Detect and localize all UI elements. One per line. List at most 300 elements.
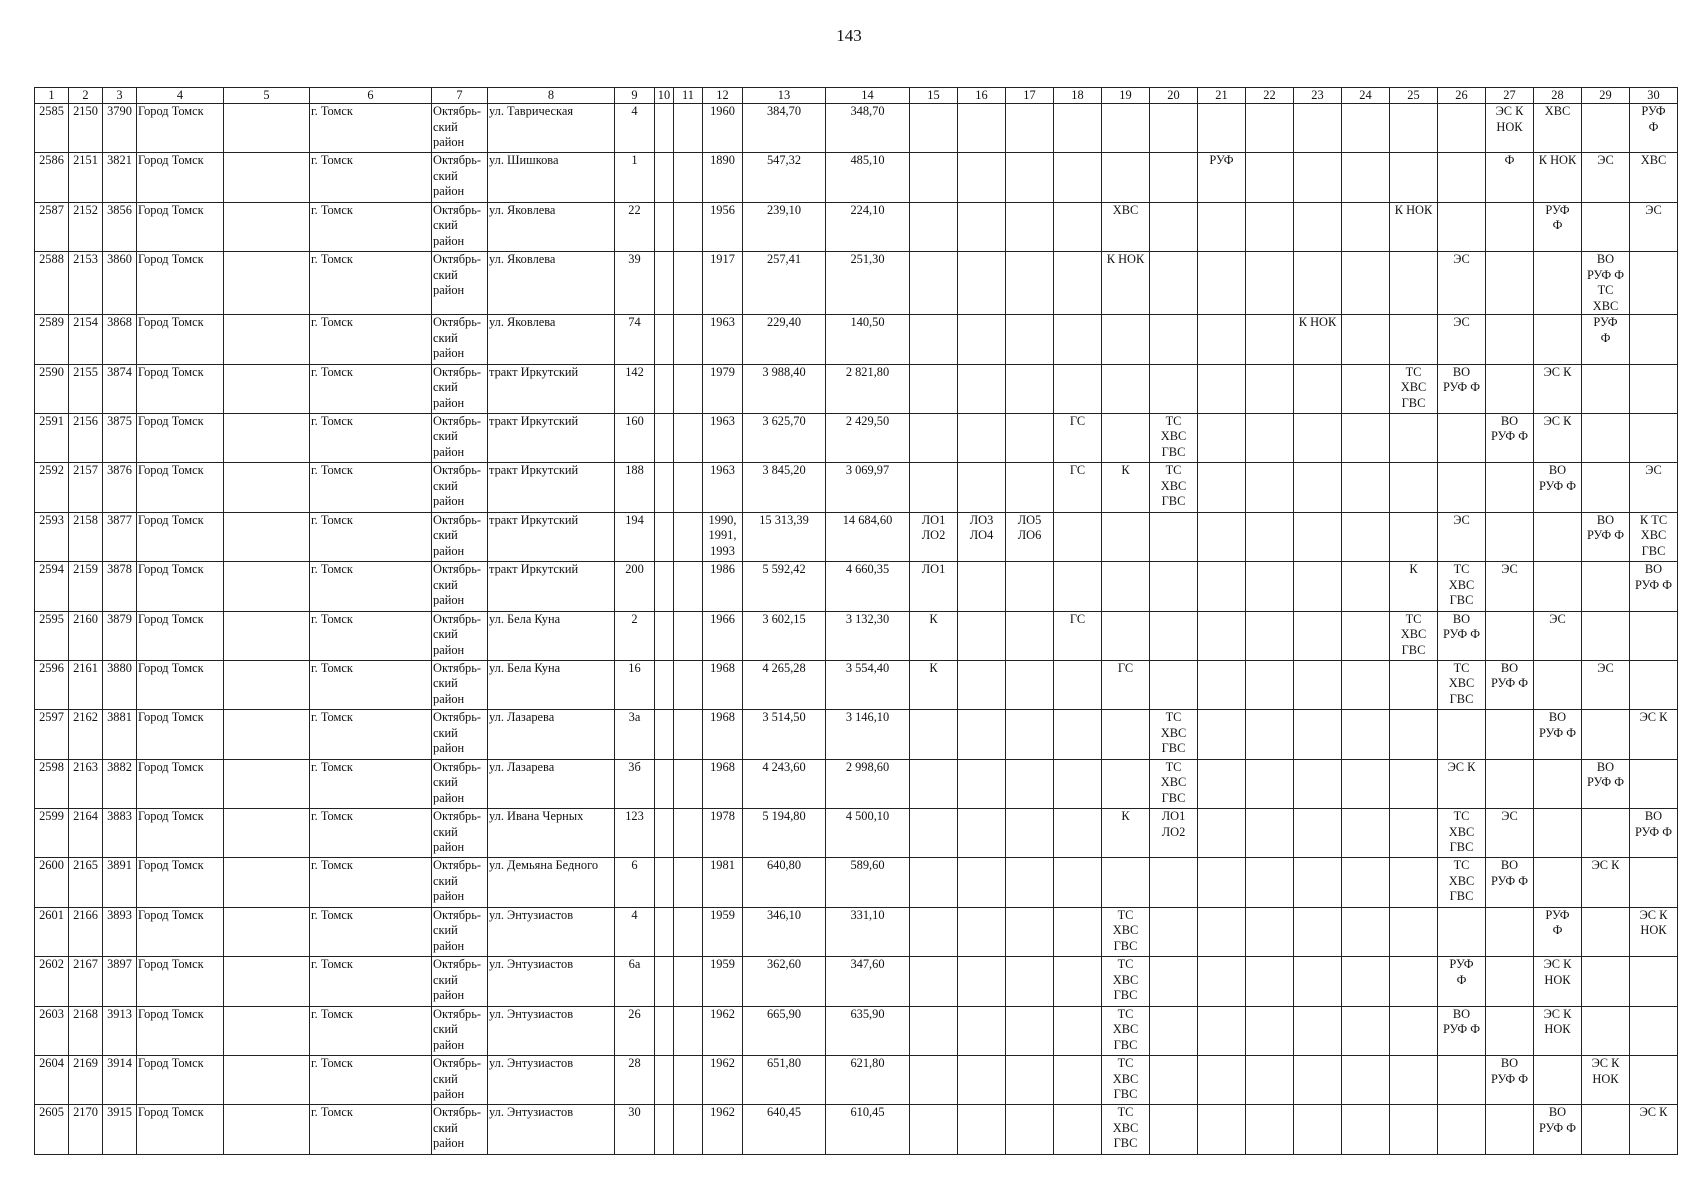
table-cell — [224, 153, 310, 202]
table-cell — [1198, 413, 1246, 462]
table-cell — [703, 957, 743, 1006]
table-cell — [432, 463, 488, 512]
table-cell — [1630, 364, 1678, 413]
cell-line: ЭС К — [1639, 907, 1668, 922]
cell-line: ский — [433, 267, 458, 282]
table-cell — [1534, 1105, 1582, 1154]
cell-line: ХВС — [1448, 824, 1475, 839]
table-cell — [910, 315, 958, 364]
cell-line: ский — [433, 218, 458, 233]
table-cell: 2 429,50 — [826, 413, 910, 462]
table-row — [35, 364, 1678, 413]
cell-line: Октябрь- — [433, 252, 482, 267]
table-cell: 3914 — [103, 1056, 137, 1105]
table-cell — [910, 957, 958, 1006]
table-cell: ул. Лазарева — [488, 710, 615, 759]
table-cell: г. Томск — [310, 907, 432, 956]
table-cell — [1582, 759, 1630, 808]
table-cell — [674, 153, 703, 202]
table-cell — [1294, 562, 1342, 611]
table-cell: 2155 — [69, 364, 103, 413]
table-cell — [432, 710, 488, 759]
table-cell: Город Томск — [137, 1006, 224, 1055]
table-cell — [432, 957, 488, 1006]
table-cell — [674, 512, 703, 561]
table-cell — [958, 809, 1006, 858]
table-cell — [655, 315, 674, 364]
column-header: 17 — [1006, 88, 1054, 104]
table-cell: г. Томск — [310, 957, 432, 1006]
table-cell — [1054, 364, 1102, 413]
cell-line: 1890 — [710, 153, 735, 168]
register-table — [34, 87, 1678, 1155]
cell-line: Ф — [1456, 972, 1467, 987]
table-cell — [1102, 512, 1150, 561]
cell-line: ХВС — [1448, 873, 1475, 888]
table-cell — [1006, 252, 1054, 315]
table-cell: ул. Энтузиастов — [488, 1006, 615, 1055]
cell-line: ХВС — [1112, 923, 1139, 938]
table-cell — [1630, 315, 1678, 364]
table-cell: 39 — [615, 252, 655, 315]
cell-line: Октябрь- — [433, 759, 482, 774]
table-cell — [958, 104, 1006, 153]
table-cell — [1390, 660, 1438, 709]
table-cell — [1006, 957, 1054, 1006]
cell-line: ский — [433, 1120, 458, 1135]
cell-line: Октябрь- — [433, 660, 482, 675]
cell-line: ЛО1 — [1161, 809, 1186, 824]
table-cell — [674, 463, 703, 512]
table-cell — [1486, 611, 1534, 660]
table-cell — [1294, 759, 1342, 808]
table-cell — [432, 759, 488, 808]
table-cell — [1342, 1056, 1390, 1105]
table-cell: 2163 — [69, 759, 103, 808]
table-cell — [655, 907, 674, 956]
cell-line: Ф — [1552, 923, 1563, 938]
table-cell — [1294, 1006, 1342, 1055]
table-cell: 589,60 — [826, 858, 910, 907]
cell-line: ТС — [1453, 562, 1470, 577]
table-cell — [674, 809, 703, 858]
table-cell — [1390, 413, 1438, 462]
table-cell — [1534, 315, 1582, 364]
table-cell: 4 660,35 — [826, 562, 910, 611]
cell-line: ЛО1 — [921, 512, 946, 527]
cell-line: район — [433, 1136, 465, 1151]
table-cell: 3821 — [103, 153, 137, 202]
column-header: 4 — [137, 88, 224, 104]
table-cell — [910, 1105, 958, 1154]
table-cell: г. Томск — [310, 252, 432, 315]
table-cell — [1006, 660, 1054, 709]
table-cell — [1102, 1105, 1150, 1154]
table-cell — [1582, 1006, 1630, 1055]
table-cell: 3879 — [103, 611, 137, 660]
table-cell — [703, 153, 743, 202]
cell-line: ВО — [1596, 252, 1615, 267]
table-cell — [1006, 364, 1054, 413]
table-cell — [1630, 104, 1678, 153]
table-cell — [224, 512, 310, 561]
table-cell — [1630, 512, 1678, 561]
table-cell: 635,90 — [826, 1006, 910, 1055]
table-cell — [1582, 1056, 1630, 1105]
table-cell: 348,70 — [826, 104, 910, 153]
cell-line: район — [433, 444, 465, 459]
table-cell — [1198, 907, 1246, 956]
table-cell — [432, 153, 488, 202]
table-cell — [674, 1006, 703, 1055]
table-cell: ул. Таврическая — [488, 104, 615, 153]
cell-line: ТС — [1117, 1006, 1134, 1021]
table-cell: Город Томск — [137, 759, 224, 808]
table-cell: 2589 — [35, 315, 69, 364]
table-cell — [1294, 809, 1342, 858]
cell-line: район — [433, 1087, 465, 1102]
table-cell: 3881 — [103, 710, 137, 759]
table-cell: 3875 — [103, 413, 137, 462]
table-cell — [1246, 1056, 1294, 1105]
cell-line: ТС — [1165, 759, 1182, 774]
table-cell — [1054, 858, 1102, 907]
table-cell — [674, 562, 703, 611]
cell-line: ТС — [1165, 463, 1182, 478]
cell-line: НОК — [1496, 119, 1523, 134]
table-cell — [1390, 858, 1438, 907]
cell-line: ЛО4 — [969, 528, 994, 543]
cell-line: Октябрь- — [433, 153, 482, 168]
table-cell — [1246, 1105, 1294, 1154]
table-cell — [1246, 202, 1294, 251]
table-cell — [1150, 1056, 1198, 1105]
cell-line: ХВС — [1160, 429, 1187, 444]
table-cell — [655, 252, 674, 315]
table-cell: 239,10 — [743, 202, 826, 251]
table-cell — [1246, 907, 1294, 956]
table-cell — [1006, 1105, 1054, 1154]
table-cell — [1006, 562, 1054, 611]
table-cell — [1006, 512, 1054, 561]
table-cell — [1390, 562, 1438, 611]
table-cell — [655, 1006, 674, 1055]
table-cell — [1582, 858, 1630, 907]
table-cell — [958, 512, 1006, 561]
cell-line: ский — [433, 528, 458, 543]
table-cell — [958, 364, 1006, 413]
cell-line: 1981 — [710, 858, 735, 873]
cell-line: 1963 — [710, 413, 735, 428]
table-cell — [1294, 364, 1342, 413]
table-cell — [1294, 463, 1342, 512]
table-cell: 2594 — [35, 562, 69, 611]
cell-line: район — [433, 741, 465, 756]
table-cell — [1198, 611, 1246, 660]
table-cell: ул. Бела Куна — [488, 611, 615, 660]
cell-line: 1966 — [710, 611, 735, 626]
table-cell — [1102, 957, 1150, 1006]
table-cell: 3882 — [103, 759, 137, 808]
table-cell — [1582, 463, 1630, 512]
cell-line: НОК — [1544, 1022, 1571, 1037]
table-cell: Город Томск — [137, 104, 224, 153]
table-cell — [1582, 315, 1630, 364]
cell-line: Октябрь- — [433, 364, 482, 379]
table-cell — [1582, 957, 1630, 1006]
column-header: 22 — [1246, 88, 1294, 104]
table-cell: 3878 — [103, 562, 137, 611]
table-row — [35, 1006, 1678, 1055]
cell-line: ЭС К — [1591, 1056, 1620, 1071]
column-header: 8 — [488, 88, 615, 104]
table-cell: 3876 — [103, 463, 137, 512]
table-cell — [432, 1006, 488, 1055]
table-row — [35, 315, 1678, 364]
table-cell — [224, 562, 310, 611]
table-cell — [1198, 710, 1246, 759]
cell-line: ВО — [1452, 364, 1471, 379]
table-cell — [958, 660, 1006, 709]
table-cell — [1438, 611, 1486, 660]
cell-line: район — [433, 938, 465, 953]
table-cell — [1390, 1056, 1438, 1105]
table-cell: 640,45 — [743, 1105, 826, 1154]
table-cell — [1150, 907, 1198, 956]
table-cell — [1390, 104, 1438, 153]
table-cell: 3913 — [103, 1006, 137, 1055]
cell-line: Октябрь- — [433, 104, 482, 118]
table-cell: Город Томск — [137, 202, 224, 251]
table-cell — [1150, 660, 1198, 709]
table-cell: Город Томск — [137, 1105, 224, 1154]
cell-line: ЛО2 — [1161, 824, 1186, 839]
cell-line: ХВС — [1640, 528, 1667, 543]
table-cell: ул. Бела Куна — [488, 660, 615, 709]
cell-line: РУФ Ф — [1490, 676, 1529, 691]
table-cell — [703, 907, 743, 956]
table-cell — [674, 710, 703, 759]
cell-line: ЛО5 — [1017, 512, 1042, 527]
table-cell: г. Томск — [310, 413, 432, 462]
table-cell — [1294, 907, 1342, 956]
table-cell — [1054, 153, 1102, 202]
table-cell: ул. Демьяна Бедного — [488, 858, 615, 907]
table-cell — [1486, 315, 1534, 364]
column-header: 23 — [1294, 88, 1342, 104]
table-cell — [1150, 512, 1198, 561]
cell-line: ГВС — [1113, 938, 1138, 953]
cell-line: НОК — [1544, 972, 1571, 987]
table-cell — [1006, 858, 1054, 907]
table-row — [35, 809, 1678, 858]
table-cell — [958, 1105, 1006, 1154]
table-cell — [1582, 153, 1630, 202]
table-cell — [1438, 809, 1486, 858]
table-cell — [1342, 660, 1390, 709]
table-cell — [1342, 104, 1390, 153]
column-header: 7 — [432, 88, 488, 104]
table-cell — [1006, 1006, 1054, 1055]
cell-line: ХВС — [1112, 972, 1139, 987]
table-cell — [1438, 364, 1486, 413]
table-cell: 2591 — [35, 413, 69, 462]
table-cell — [674, 957, 703, 1006]
table-cell — [1054, 1105, 1102, 1154]
header-row — [35, 88, 1678, 104]
table-cell — [1438, 660, 1486, 709]
cell-line: район — [433, 346, 465, 361]
table-cell: Город Томск — [137, 153, 224, 202]
cell-line: ХВС — [1592, 298, 1619, 313]
table-cell: г. Томск — [310, 202, 432, 251]
table-cell — [1054, 562, 1102, 611]
table-cell — [1246, 1006, 1294, 1055]
table-cell: ул. Шишкова — [488, 153, 615, 202]
table-cell: г. Томск — [310, 611, 432, 660]
cell-line: ГВС — [1449, 840, 1474, 855]
cell-line: район — [433, 283, 465, 298]
cell-line: 1956 — [710, 202, 735, 217]
table-cell — [1534, 153, 1582, 202]
table-cell: 3 146,10 — [826, 710, 910, 759]
cell-line: ский — [433, 577, 458, 592]
table-cell: 3915 — [103, 1105, 137, 1154]
table-cell — [224, 907, 310, 956]
table-cell: 2169 — [69, 1056, 103, 1105]
table-cell: 346,10 — [743, 907, 826, 956]
cell-line: ГВС — [1449, 691, 1474, 706]
table-cell — [1054, 104, 1102, 153]
table-cell — [1342, 907, 1390, 956]
table-cell — [1102, 104, 1150, 153]
table-cell — [1390, 1006, 1438, 1055]
cell-line: Октябрь- — [433, 907, 482, 922]
table-cell — [703, 562, 743, 611]
cell-line: ский — [433, 824, 458, 839]
table-cell — [1246, 463, 1294, 512]
table-cell — [674, 759, 703, 808]
table-cell — [958, 202, 1006, 251]
cell-line: ВО — [1548, 463, 1567, 478]
table-cell: г. Томск — [310, 858, 432, 907]
table-cell — [655, 364, 674, 413]
column-header: 24 — [1342, 88, 1390, 104]
table-cell: Город Томск — [137, 907, 224, 956]
table-cell — [1102, 364, 1150, 413]
table-cell — [1054, 202, 1102, 251]
table-cell — [703, 463, 743, 512]
table-cell: 2604 — [35, 1056, 69, 1105]
cell-line: К НОК — [1298, 315, 1337, 330]
table-cell — [1630, 1056, 1678, 1105]
cell-line: К ТС — [1639, 512, 1668, 527]
table-cell — [1486, 413, 1534, 462]
table-row — [35, 858, 1678, 907]
table-cell: 3 625,70 — [743, 413, 826, 462]
table-cell: Город Томск — [137, 957, 224, 1006]
cell-line: ский — [433, 429, 458, 444]
table-cell — [1582, 809, 1630, 858]
table-cell: ул. Энтузиастов — [488, 1056, 615, 1105]
table-cell — [1630, 1105, 1678, 1154]
table-cell — [1390, 364, 1438, 413]
table-cell — [1054, 463, 1102, 512]
cell-line: ЛО6 — [1017, 528, 1042, 543]
cell-line: ХВС — [1160, 478, 1187, 493]
table-cell — [1438, 463, 1486, 512]
table-cell — [655, 759, 674, 808]
table-cell: г. Томск — [310, 463, 432, 512]
table-cell — [1102, 413, 1150, 462]
table-cell — [224, 660, 310, 709]
table-cell: 621,80 — [826, 1056, 910, 1105]
table-cell — [1342, 759, 1390, 808]
column-header: 9 — [615, 88, 655, 104]
table-cell — [432, 364, 488, 413]
table-cell: Город Томск — [137, 252, 224, 315]
table-cell — [1342, 512, 1390, 561]
table-row — [35, 252, 1678, 315]
table-cell — [703, 611, 743, 660]
table-cell — [1390, 463, 1438, 512]
table-cell — [224, 315, 310, 364]
table-cell — [1534, 660, 1582, 709]
table-cell — [1486, 562, 1534, 611]
table-cell — [1390, 1105, 1438, 1154]
table-cell: 16 — [615, 660, 655, 709]
table-cell: Город Томск — [137, 512, 224, 561]
table-cell — [1006, 759, 1054, 808]
cell-line: ВО — [1596, 512, 1615, 527]
table-cell — [655, 153, 674, 202]
table-cell — [1246, 512, 1294, 561]
cell-line: ЭС К — [1447, 759, 1476, 774]
table-cell — [1246, 759, 1294, 808]
cell-line: ГС — [1069, 611, 1086, 626]
table-cell — [1102, 1006, 1150, 1055]
table-cell — [1054, 710, 1102, 759]
table-row — [35, 1105, 1678, 1154]
cell-line: ГВС — [1113, 1087, 1138, 1102]
cell-line: К — [929, 660, 938, 675]
table-cell — [1582, 202, 1630, 251]
cell-line: 1963 — [710, 315, 735, 330]
table-cell — [1630, 252, 1678, 315]
cell-line: ский — [433, 380, 458, 395]
table-cell: 224,10 — [826, 202, 910, 251]
table-cell: ул. Яковлева — [488, 315, 615, 364]
table-cell — [1198, 1006, 1246, 1055]
table-cell — [1486, 710, 1534, 759]
table-cell — [655, 710, 674, 759]
table-cell: ул. Лазарева — [488, 759, 615, 808]
table-cell — [958, 1006, 1006, 1055]
table-cell — [1630, 660, 1678, 709]
cell-line: 1968 — [710, 660, 735, 675]
cell-line: район — [433, 233, 465, 248]
table-cell: Город Томск — [137, 611, 224, 660]
table-cell — [703, 710, 743, 759]
table-cell — [1006, 710, 1054, 759]
table-cell — [1582, 252, 1630, 315]
cell-line: район — [433, 642, 465, 657]
table-cell: 2157 — [69, 463, 103, 512]
cell-line: 1979 — [710, 364, 735, 379]
table-cell: 651,80 — [743, 1056, 826, 1105]
table-cell: г. Томск — [310, 562, 432, 611]
table-cell — [1102, 660, 1150, 709]
